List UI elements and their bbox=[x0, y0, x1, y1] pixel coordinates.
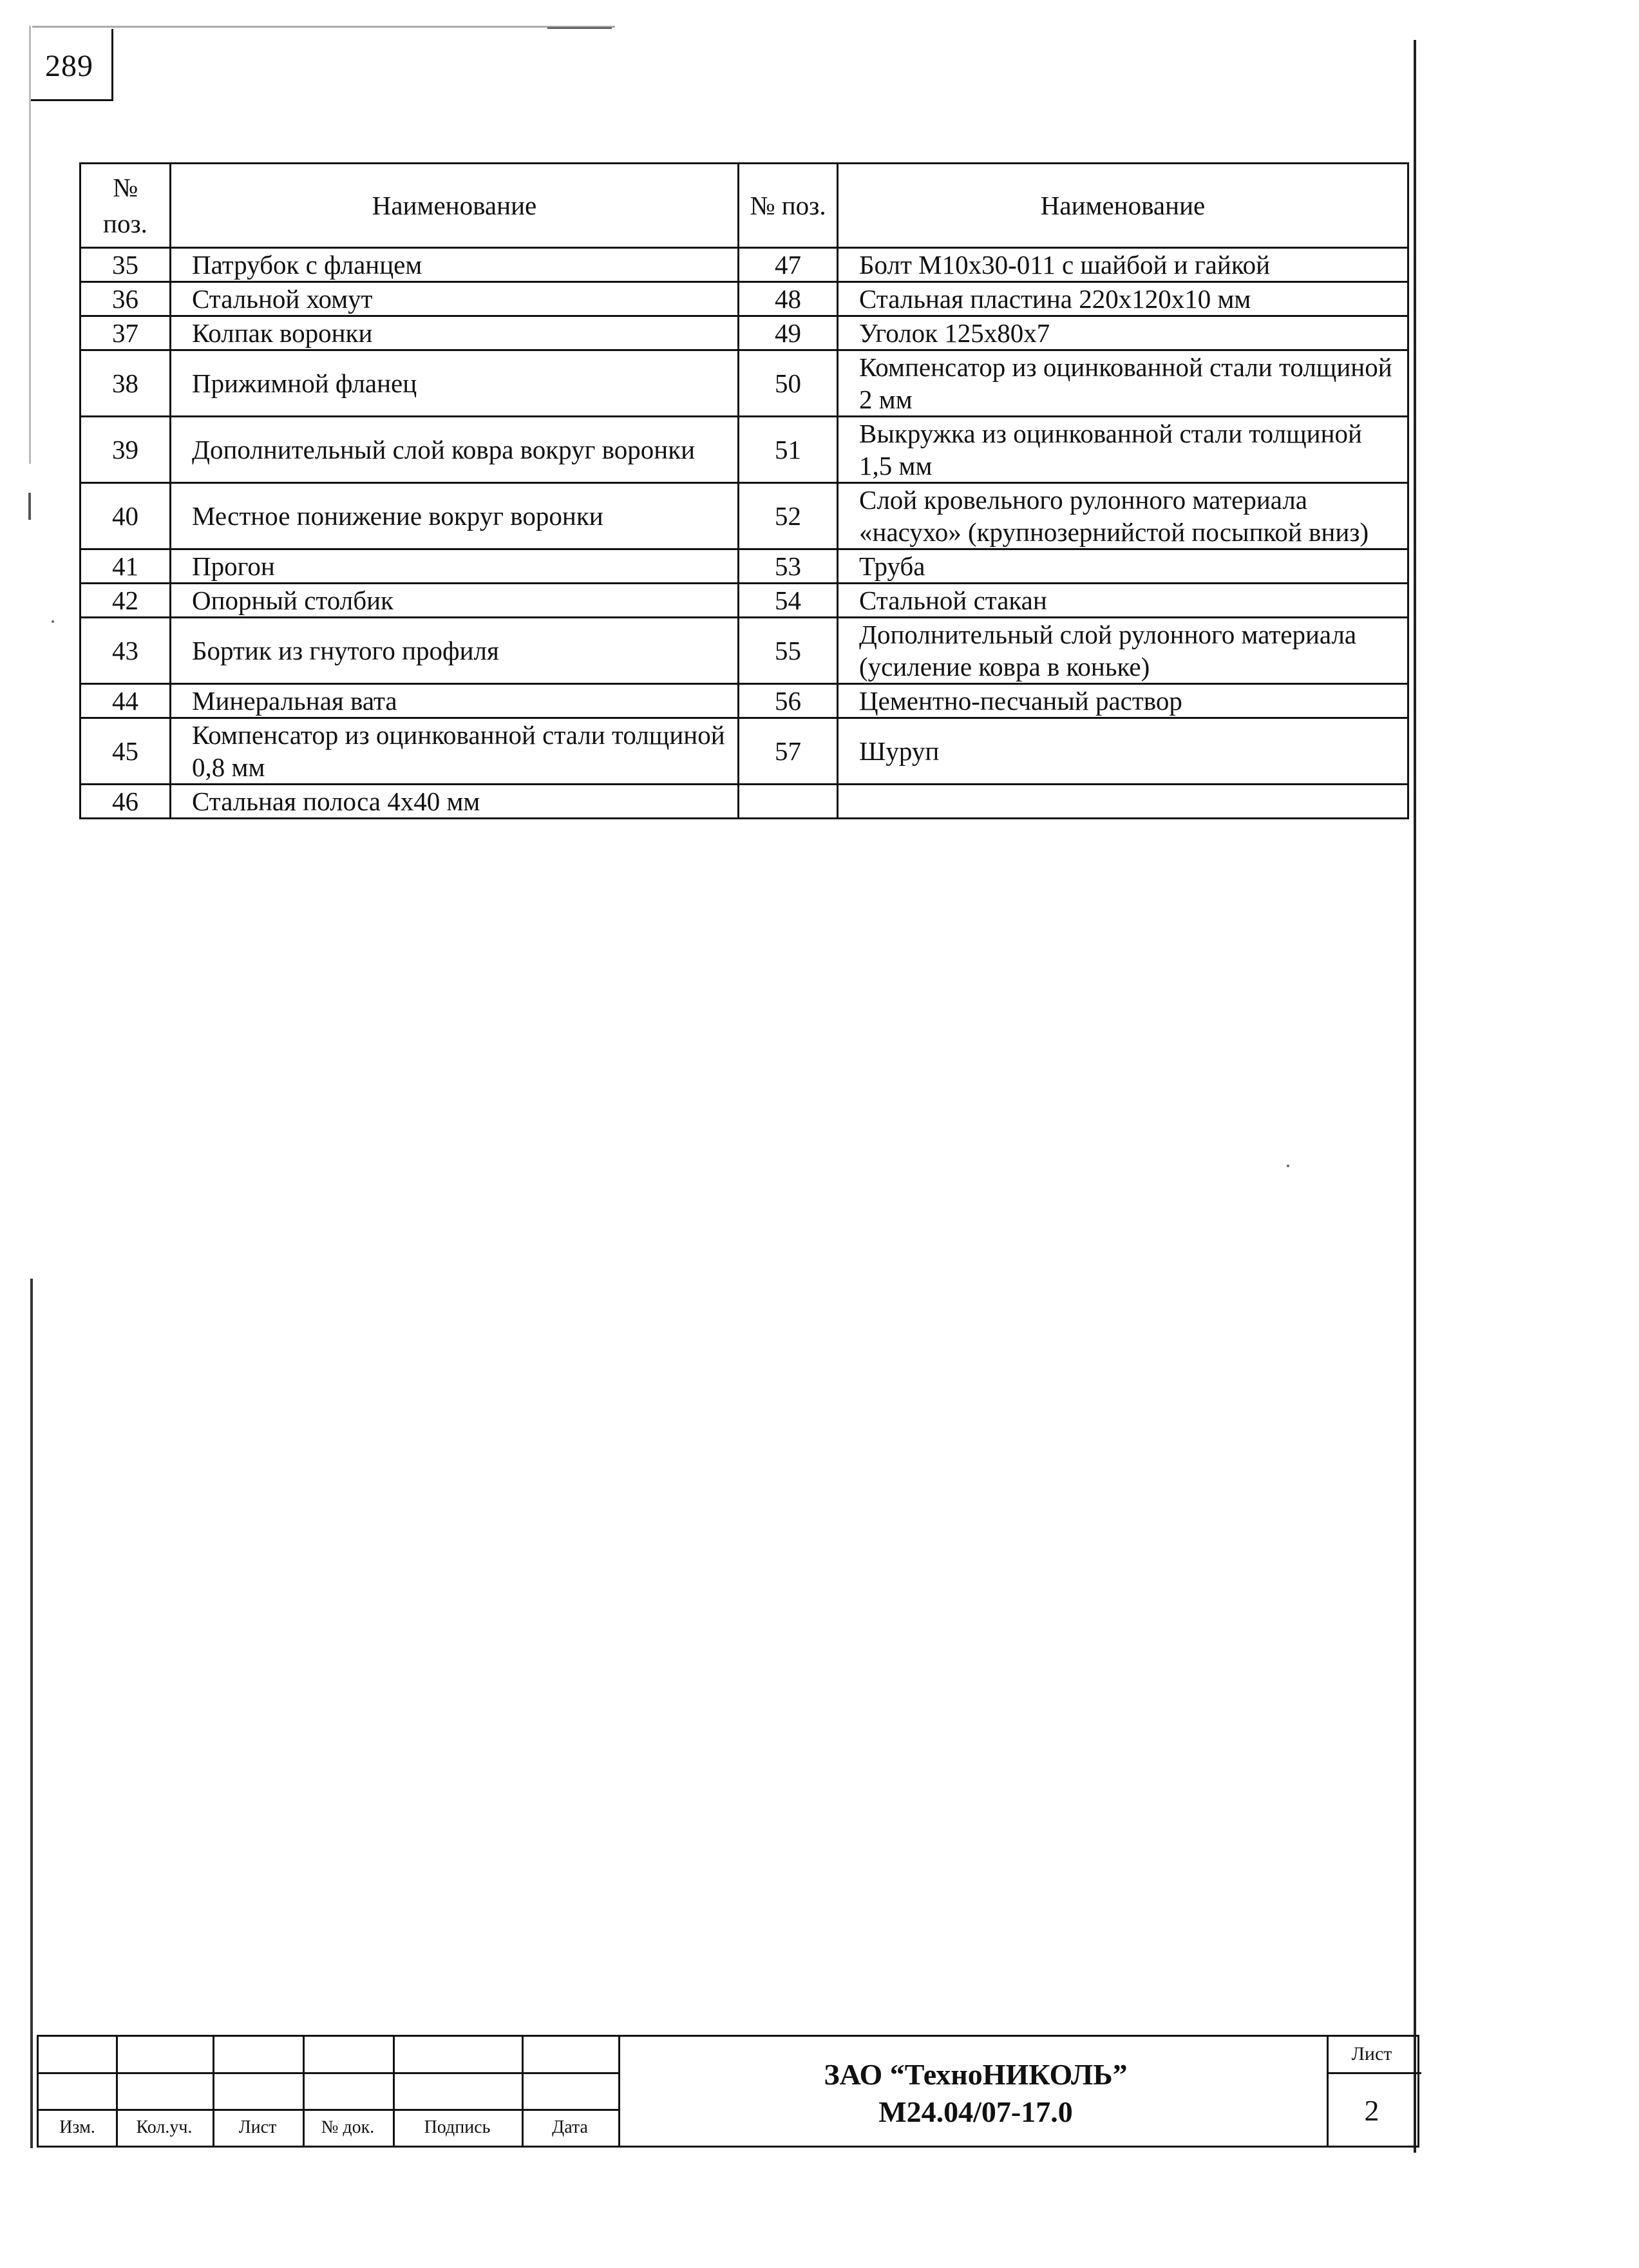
row-pos-left: 45 bbox=[81, 718, 171, 785]
row-name-left: Прижимной фланец bbox=[171, 350, 739, 417]
row-name-right: Дополнительный слой рулонного материала (усиление ковра в коньке) bbox=[838, 618, 1408, 684]
organization-block bbox=[625, 2056, 1327, 2131]
table-header-row bbox=[81, 164, 1408, 248]
row-pos-left: 41 bbox=[81, 549, 171, 584]
row-name-left: Опорный столбик bbox=[171, 584, 739, 618]
row-pos-left: 37 bbox=[81, 316, 171, 350]
table-row bbox=[81, 718, 1408, 785]
table-row bbox=[81, 483, 1408, 549]
row-pos-left: 46 bbox=[81, 785, 171, 819]
row-pos-left: 39 bbox=[81, 417, 171, 483]
row-pos-right: 51 bbox=[739, 417, 838, 483]
row-pos-left: 42 bbox=[81, 584, 171, 618]
stamp-sheet-line bbox=[1327, 2072, 1421, 2074]
table-row bbox=[81, 282, 1408, 316]
row-pos-right: 52 bbox=[739, 483, 838, 549]
row-pos-left: 38 bbox=[81, 350, 171, 417]
frame-right-border bbox=[1414, 40, 1416, 2153]
label-kol-uch: Кол.уч. bbox=[136, 2117, 193, 2137]
table-row bbox=[81, 549, 1408, 584]
row-pos-left: 44 bbox=[81, 684, 171, 718]
row-pos-right bbox=[739, 785, 838, 819]
row-name-left: Дополнительный слой ковра вокруг воронки bbox=[171, 417, 739, 483]
row-pos-right: 49 bbox=[739, 316, 838, 350]
scan-speck bbox=[52, 620, 54, 623]
title-block bbox=[37, 2035, 1419, 2148]
header-name-left: Наименование bbox=[171, 164, 739, 248]
row-name-left: Прогон bbox=[171, 549, 739, 584]
label-podpis: Подпись bbox=[424, 2117, 491, 2137]
row-name-right: Слой кровельного рулонного материала «насухо» (крупнозернийстой посыпкой вниз) bbox=[838, 483, 1408, 549]
header-name-right: Наименование bbox=[838, 164, 1408, 248]
row-name-left: Местное понижение вокруг воронки bbox=[171, 483, 739, 549]
row-pos-right: 56 bbox=[739, 684, 838, 718]
row-pos-left: 43 bbox=[81, 618, 171, 684]
row-name-left: Стальная полоса 4х40 мм bbox=[171, 785, 739, 819]
row-pos-left: 35 bbox=[81, 248, 171, 282]
row-pos-right: 48 bbox=[739, 282, 838, 316]
header-pos-right: № поз. bbox=[739, 164, 838, 248]
row-name-left: Патрубок с фланцем bbox=[171, 248, 739, 282]
label-data: Дата bbox=[552, 2117, 588, 2137]
label-n-dok: № док. bbox=[321, 2117, 375, 2137]
label-izm: Изм. bbox=[59, 2117, 95, 2137]
row-pos-right: 57 bbox=[739, 718, 838, 785]
row-name-right: Болт М10х30-011 с шайбой и гайкой bbox=[838, 248, 1408, 282]
document-code: М24.04/07-17.0 bbox=[878, 2095, 1073, 2128]
table-row bbox=[81, 684, 1408, 718]
table-body bbox=[81, 248, 1408, 819]
scan-top-line bbox=[32, 26, 615, 28]
row-name-right: Стальная пластина 220х120х10 мм bbox=[838, 282, 1408, 316]
row-pos-left: 36 bbox=[81, 282, 171, 316]
organization-name: ЗАО “ТехноНИКОЛЬ” bbox=[824, 2058, 1128, 2091]
table-row bbox=[81, 417, 1408, 483]
label-list: Лист bbox=[238, 2117, 277, 2137]
row-name-left: Колпак воронки bbox=[171, 316, 739, 350]
table-row bbox=[81, 618, 1408, 684]
header-pos-left: № поз. bbox=[81, 164, 171, 248]
row-pos-right: 55 bbox=[739, 618, 838, 684]
table-row bbox=[81, 785, 1408, 819]
row-name-right: Компенсатор из оцинкованной стали толщиной 2 мм bbox=[838, 350, 1408, 417]
table-row bbox=[81, 350, 1408, 417]
sheet-label: Лист bbox=[1351, 2043, 1392, 2064]
row-pos-right: 53 bbox=[739, 549, 838, 584]
page-number: 289 bbox=[45, 49, 93, 83]
row-name-right bbox=[838, 785, 1408, 819]
row-pos-right: 47 bbox=[739, 248, 838, 282]
scan-speck bbox=[1287, 1165, 1289, 1167]
stamp-row-line bbox=[39, 2072, 618, 2074]
row-name-right: Выкружка из оцинкованной стали толщиной 1,5 мм bbox=[838, 417, 1408, 483]
scan-top-line-short bbox=[547, 27, 612, 29]
row-pos-right: 54 bbox=[739, 584, 838, 618]
table-row bbox=[81, 316, 1408, 350]
row-name-right: Цементно-песчаный раствор bbox=[838, 684, 1408, 718]
sheet-number: 2 bbox=[1364, 2094, 1379, 2127]
row-name-right: Стальной стакан bbox=[838, 584, 1408, 618]
row-pos-right: 50 bbox=[739, 350, 838, 417]
row-name-left: Компенсатор из оцинкованной стали толщиной 0,8 мм bbox=[171, 718, 739, 785]
page-number-box bbox=[31, 29, 113, 101]
stamp-divider bbox=[618, 2037, 620, 2146]
scan-left-tick bbox=[28, 493, 31, 520]
stamp-row-line bbox=[39, 2109, 618, 2111]
row-name-left: Бортик из гнутого профиля bbox=[171, 618, 739, 684]
row-name-right: Уголок 125х80х7 bbox=[838, 316, 1408, 350]
table-row bbox=[81, 584, 1408, 618]
row-name-left: Стальной хомут bbox=[171, 282, 739, 316]
frame-left-border bbox=[30, 1279, 33, 2148]
row-name-right: Труба bbox=[838, 549, 1408, 584]
table-row bbox=[81, 248, 1408, 282]
row-name-left: Минеральная вата bbox=[171, 684, 739, 718]
row-pos-left: 40 bbox=[81, 483, 171, 549]
specification-table bbox=[79, 162, 1409, 819]
row-name-right: Шуруп bbox=[838, 718, 1408, 785]
